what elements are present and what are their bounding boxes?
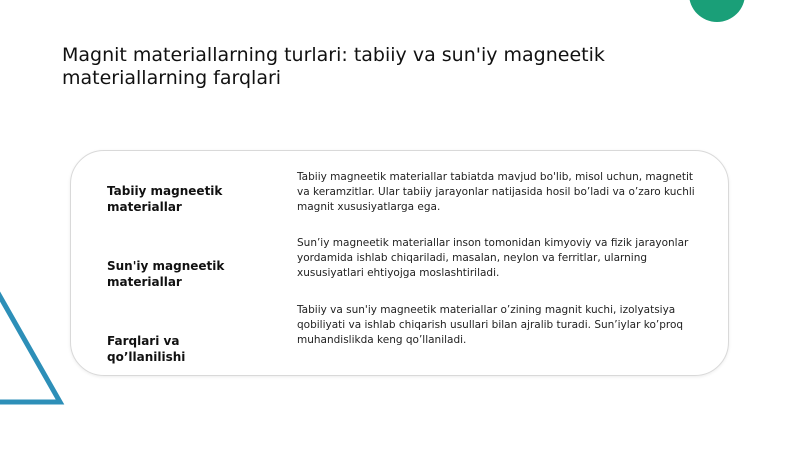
row-description-differences: Tabiiy va sun'iy magneetik materiallar o’zining magnit kuchi, izolyatsiya qobiliyati va ishlab chiqarish usullari bilan ajralib turadi. Sun’iylar ko’proq muhandislikda keng qo’llaniladi. [297, 304, 684, 346]
row-description-natural: Tabiiy magneetik materiallar tabiatda mavjud bo'lib, misol uchun, magnetit va keramzitlar. Ular tabiiy jarayonlar natijasida hosil bo’ladi va o’zaro kuchli magnit xususiyatlarga ega. [297, 171, 695, 213]
row-term-artificial: Sun'iy magneetik materiallar [107, 259, 225, 289]
comparison-card [70, 150, 729, 376]
circle-decoration [689, 0, 745, 22]
slide-title: Magnit materiallarning turlari: tabiiy va sun'iy magneetik materiallarning farqlari [62, 44, 605, 89]
row-term-natural: Tabiiy magneetik materiallar [107, 184, 223, 214]
row-description-artificial: Sun’iy magneetik materiallar inson tomonidan kimyoviy va fizik jarayonlar yordamida ishlab chiqariladi, masalan, neylon va ferritlar, ularning xususiyatlari ehtiyojga moslashtiriladi. [297, 237, 689, 279]
row-term-differences: Farqlari va qo’llanilishi [107, 334, 186, 364]
triangle-decoration [0, 285, 70, 410]
